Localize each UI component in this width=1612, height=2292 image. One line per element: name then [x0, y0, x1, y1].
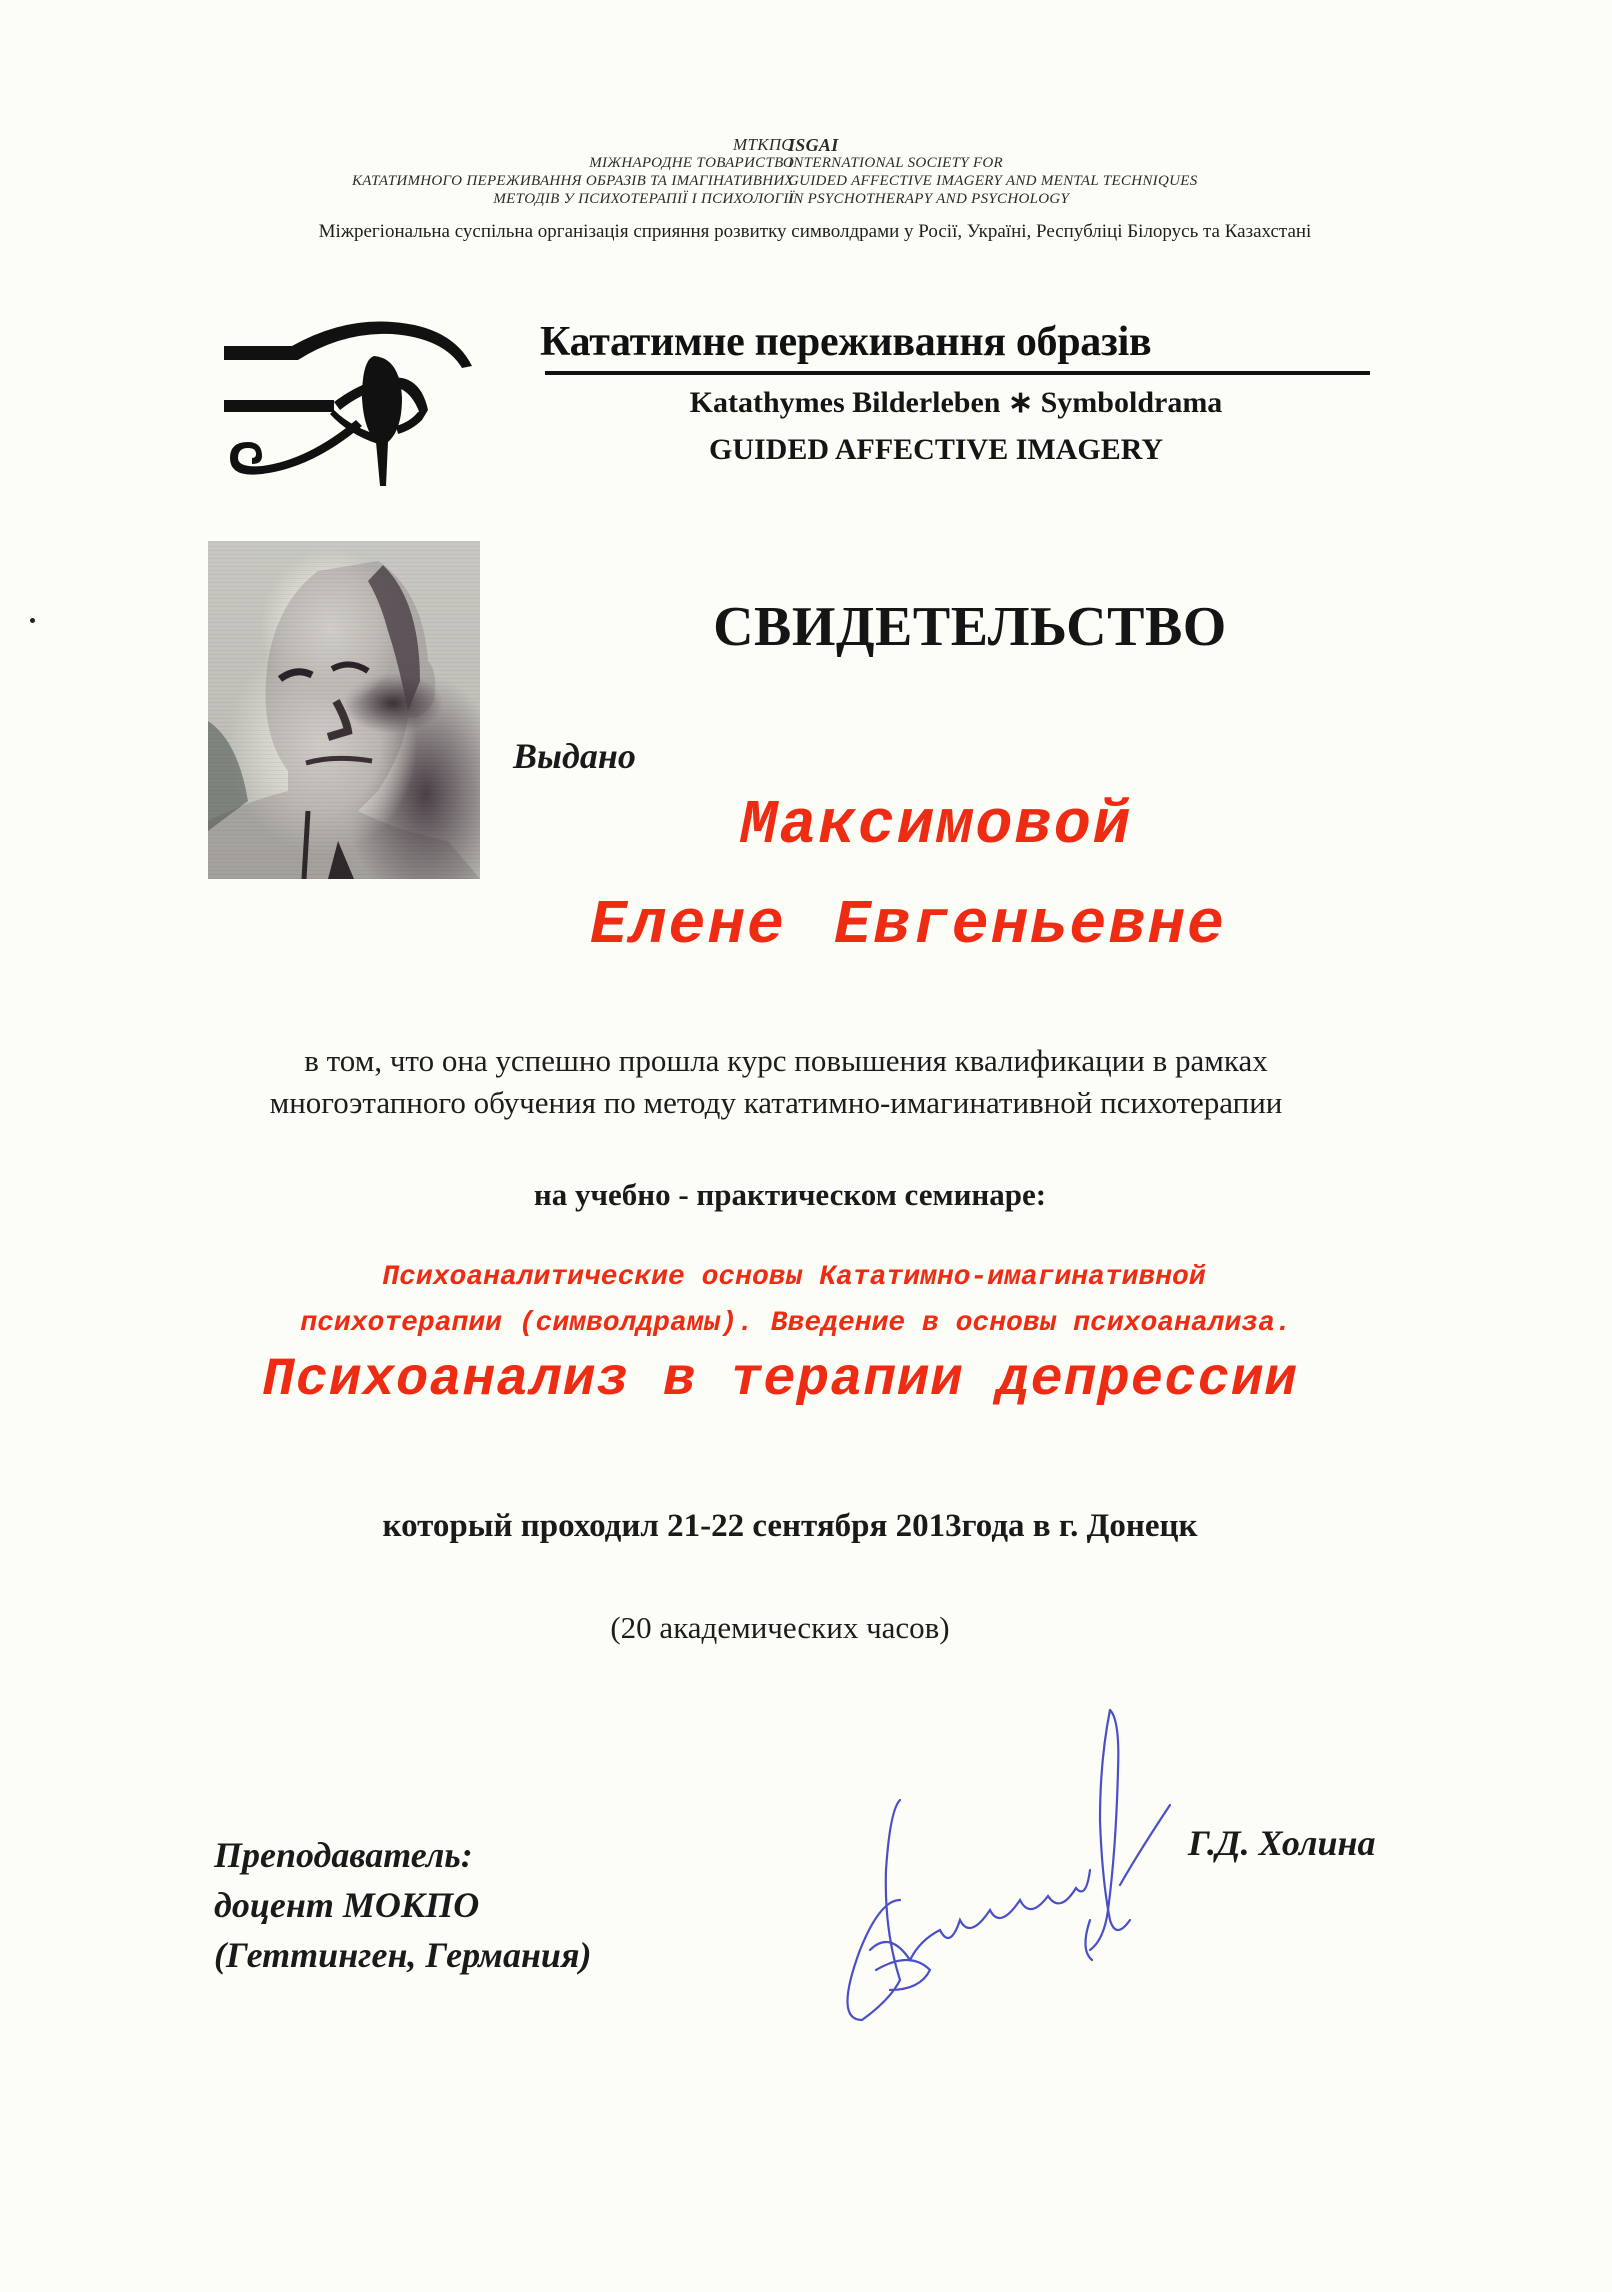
body-text-line: многоэтапного обучения по методу кататимно-имагинативной психотерапии [269, 1085, 1283, 1120]
org-ua-line: МІЖНАРОДНЕ ТОВАРИСТВО [589, 155, 794, 171]
org-ua-line: КАТАТИМНОГО ПЕРЕЖИВАННЯ ОБРАЗІВ ТА ІМАГІНАТИВНИХ [351, 173, 794, 189]
teacher-block [214, 1830, 592, 1980]
org-ua-abbr: МТКПО [733, 135, 794, 154]
brand-title: Кататимне переживання образів [540, 319, 1152, 365]
portrait-photo [208, 541, 480, 879]
course-title-line: психотерапии (символдрамы). Введение в основы психоанализа. [300, 1308, 1292, 1339]
org-en-line: GUIDED AFFECTIVE IMAGERY AND MENTAL TECHNIQUES [788, 173, 1198, 189]
signature [790, 1700, 1210, 2030]
recipient-patronymic: Евгеньевне [834, 890, 1227, 961]
teacher-position: доцент МОКПО [214, 1885, 480, 1925]
org-subtitle: Міжрегіональна суспільна організація сприяння розвитку символдрами у Росії, Україні, Республіці Білорусь та Казахстані [318, 221, 1312, 242]
recipient-surname: Максимовой [740, 790, 1133, 861]
scan-speck [30, 618, 35, 623]
org-en-abbr: ISGAI [788, 135, 839, 155]
org-en-line: INTERNATIONAL SOCIETY FOR [788, 155, 1004, 171]
issued-label: Выдано [513, 736, 636, 776]
signer-name: Г.Д. Холина [1188, 1823, 1376, 1863]
course-title-line: Психоаналитические основы Кататимно-имагинативной [382, 1262, 1206, 1293]
brand-subtitle-de: Katathymes Bilderleben ∗ Symboldrama [689, 386, 1223, 419]
eye-of-horus-icon [222, 318, 482, 488]
certificate-title: СВИДЕТЕЛЬСТВО [713, 596, 1227, 658]
seminar-dates-location: который проходил 21-22 сентября 2013года в г. Донецк [382, 1508, 1198, 1544]
course-main-title: Психоанализ в терапии депрессии [262, 1350, 1298, 1411]
org-en-block [788, 136, 1198, 208]
portrait-figure [208, 541, 480, 879]
teacher-label: Преподаватель: [214, 1835, 473, 1875]
brand-subtitle-en: GUIDED AFFECTIVE IMAGERY [709, 433, 1163, 466]
org-ua-block [352, 136, 794, 208]
brand-title-underline [545, 371, 1370, 375]
org-ua-line: МЕТОДІВ У ПСИХОТЕРАПІЇ І ПСИХОЛОГІЇ [493, 191, 794, 207]
org-en-line: IN PSYCHOTHERAPY AND PSYCHOLOGY [788, 191, 1070, 207]
recipient-given-names [590, 890, 1226, 961]
recipient-first-name: Елене [590, 890, 787, 961]
seminar-label: на учебно - практическом семинаре: [533, 1177, 1047, 1212]
academic-hours: (20 академических часов) [610, 1610, 950, 1645]
teacher-location: (Геттинген, Германия) [214, 1935, 592, 1975]
body-text-line: в том, что она успешно прошла курс повышения квалификации в рамках [304, 1043, 1268, 1078]
